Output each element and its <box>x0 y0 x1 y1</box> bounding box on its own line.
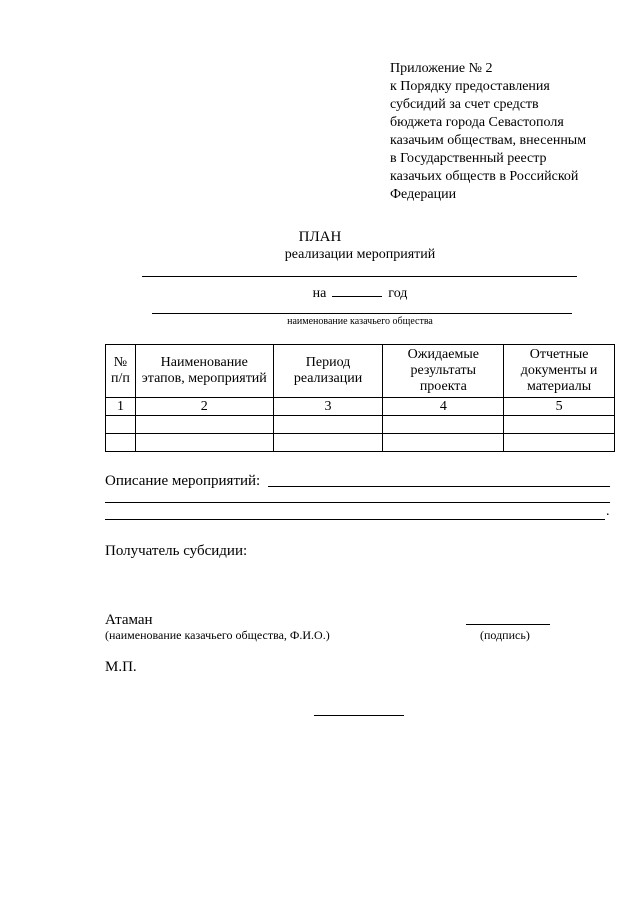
header-documents: Отчетные документы и материалы <box>504 345 615 398</box>
table-cell <box>504 416 615 434</box>
table-cell <box>504 434 615 452</box>
description-label: Описание мероприятий: <box>105 473 261 489</box>
table-cell <box>106 416 136 434</box>
year-row <box>0 282 640 303</box>
header-number: № п/п <box>106 345 136 398</box>
appendix-line: Федерации <box>390 187 457 202</box>
table-row <box>106 398 615 416</box>
appendix-line: казачьих обществ в Российской <box>390 169 579 184</box>
appendix-line: Приложение № 2 <box>390 61 493 76</box>
appendix-line: казачьим обществам, внесенным <box>390 133 587 148</box>
document-title: ПЛАН <box>298 229 342 245</box>
column-number-cell: 4 <box>383 398 504 416</box>
blank-line-1 <box>142 276 577 277</box>
table-cell <box>383 416 504 434</box>
header-period: Период реализации <box>273 345 383 398</box>
org-name-caption: наименование казачьего общества <box>287 316 433 327</box>
year-prefix: на <box>312 286 327 301</box>
appendix-line: бюджета города Севастополя <box>390 115 564 130</box>
plan-table <box>105 344 615 452</box>
table-cell <box>383 434 504 452</box>
appendix-line: в Государственный реестр <box>390 151 547 166</box>
header-results: Ожидаемые результаты проекта <box>383 345 504 398</box>
table-row <box>106 434 615 452</box>
description-period: . <box>606 504 610 519</box>
table-cell <box>273 416 383 434</box>
table-header-row <box>106 345 615 398</box>
signature-line <box>466 624 550 625</box>
table-cell <box>135 416 273 434</box>
table-cell <box>135 434 273 452</box>
appendix-line: к Порядку предоставления <box>390 79 550 94</box>
column-number-cell: 1 <box>106 398 136 416</box>
table-row <box>106 416 615 434</box>
year-blank <box>332 282 382 297</box>
year-suffix: год <box>388 286 408 301</box>
table-cell <box>106 434 136 452</box>
ataman-caption: (наименование казачьего общества, Ф.И.О.) <box>105 628 330 642</box>
column-number-cell: 3 <box>273 398 383 416</box>
table-cell <box>273 434 383 452</box>
closing-divider <box>314 715 404 716</box>
description-line-3 <box>105 519 605 520</box>
description-line-2 <box>105 502 610 503</box>
column-number-cell: 5 <box>504 398 615 416</box>
description-line-1 <box>268 486 610 487</box>
header-stages: Наименование этапов, мероприятий <box>135 345 273 398</box>
ataman-label: Атаман <box>105 612 153 628</box>
recipient-label: Получатель субсидии: <box>105 543 248 559</box>
signature-caption: (подпись) <box>480 628 530 642</box>
stamp-label: М.П. <box>105 659 137 675</box>
document-subtitle: реализации мероприятий <box>284 247 436 262</box>
org-name-line <box>152 313 572 314</box>
appendix-note <box>390 60 630 204</box>
column-number-cell: 2 <box>135 398 273 416</box>
appendix-line: субсидий за счет средств <box>390 97 539 112</box>
